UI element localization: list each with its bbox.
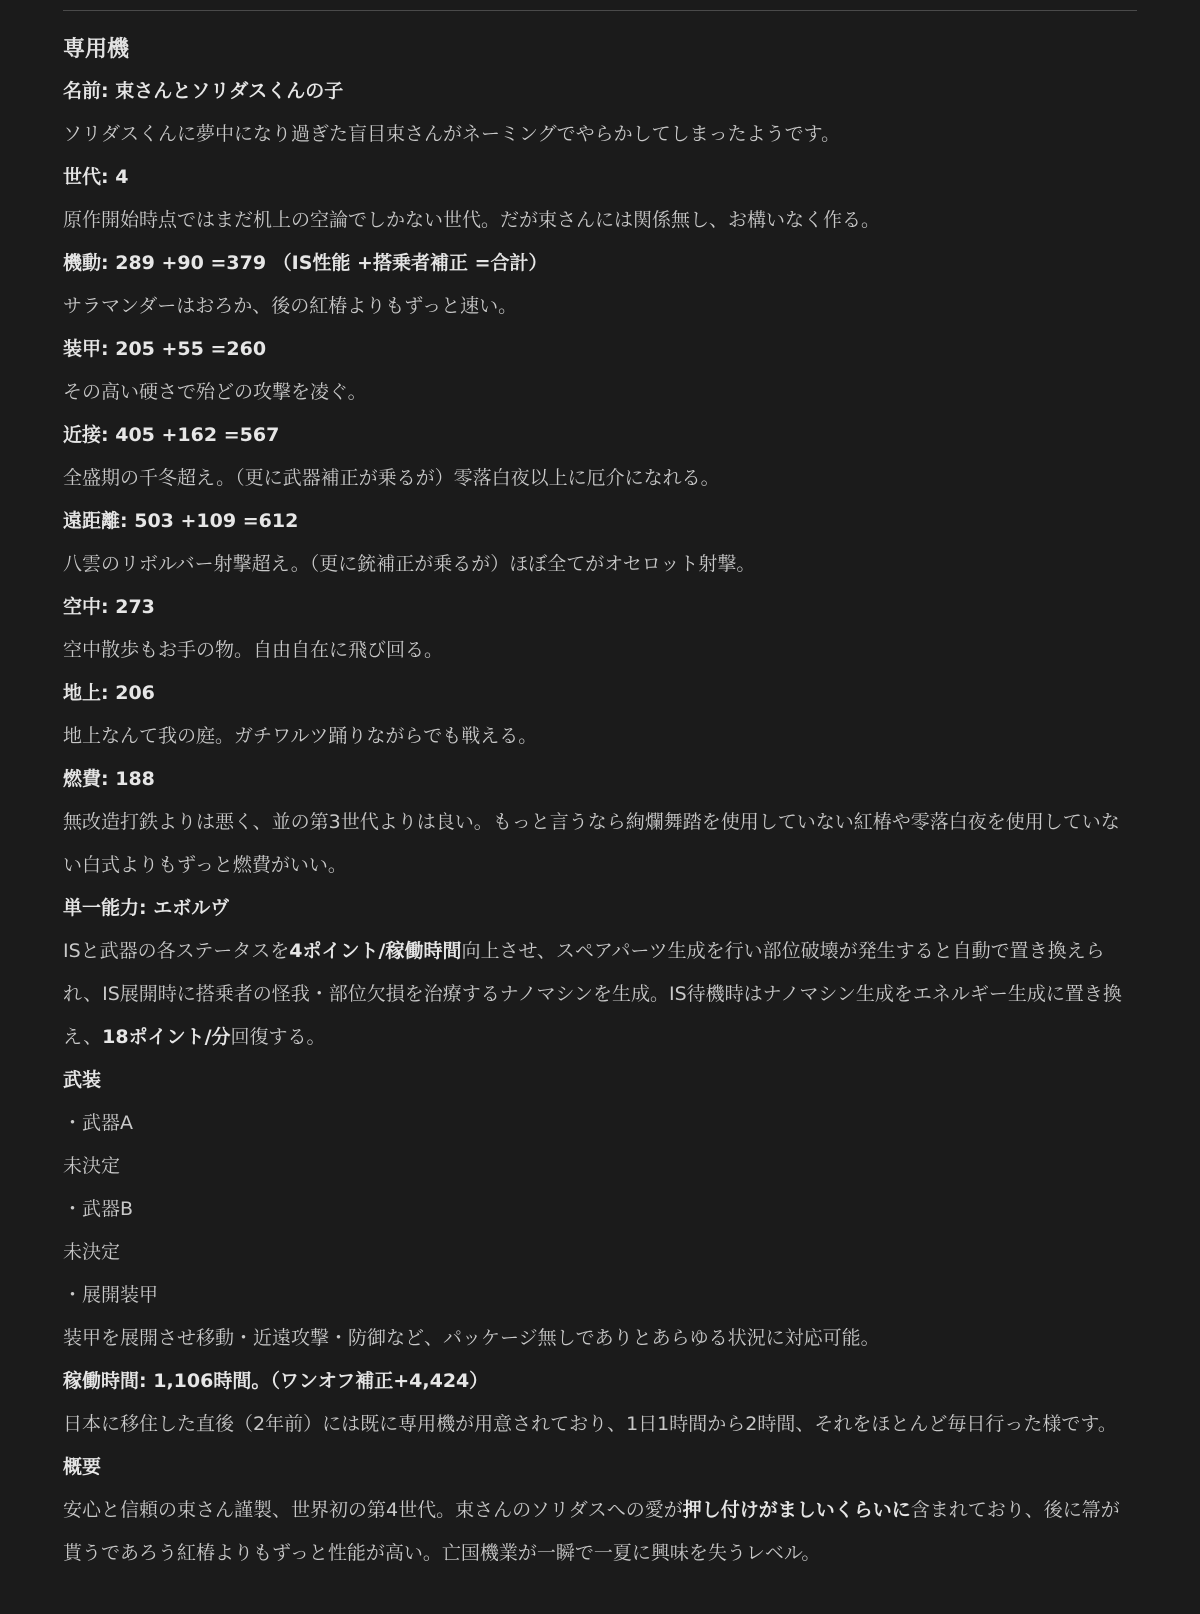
horizontal-divider	[63, 10, 1137, 11]
weapon-a-name: ・武器A	[63, 1112, 133, 1134]
ranged-row: 遠距離: 503 +109 =612	[63, 510, 299, 532]
overview-text: 安心と信頼の束さん謹製、世界初の第4世代。束さんのソリダスへの愛が押し付けがましいくらいに含まれており、後に箒が貰うであろう紅椿よりもずっと性能が高い。亡国機業が一瞬で一夏に興味を失うレベル。	[63, 1499, 1120, 1564]
fuel-description: 無改造打鉄よりは悪く、並の第3世代よりは良い。もっと言うなら絢爛舞踏を使用していない紅椿や零落白夜を使用していない白式よりもずっと燃費がいい。	[63, 811, 1120, 876]
weapon-b-name: ・武器B	[63, 1198, 134, 1220]
operation-time-row: 稼働時間: 1,106時間。（ワンオフ補正+4,424）	[63, 1370, 489, 1392]
machine-profile	[63, 30, 1137, 1575]
melee-description: 全盛期の千冬超え。（更に武器補正が乗るが）零落白夜以上に厄介になれる。	[63, 467, 720, 489]
fuel-row: 燃費: 188	[63, 768, 155, 790]
armament-heading: 武装	[63, 1069, 102, 1091]
name-description: ソリダスくんに夢中になり過ぎた盲目束さんがネーミングでやらかしてしまったようです。	[63, 123, 841, 145]
mobility-description: サラマンダーはおろか、後の紅椿よりもずっと速い。	[63, 295, 518, 317]
armor-description: その高い硬さで殆どの攻撃を凌ぐ。	[63, 381, 367, 403]
generation-row: 世代: 4	[63, 166, 129, 188]
mobility-row: 機動: 289 +90 =379 （IS性能 +搭乗者補正 =合計）	[63, 252, 548, 274]
ability-description: ISと武器の各ステータスを4ポイント/稼働時間向上させ、スペアパーツ生成を行い部位破壊が発生すると自動で置き換えられ、IS展開時に搭乗者の怪我・部位欠損を治療するナノマシンを生成。IS待機時はナノマシン生成をエネルギー生成に置き換え、18ポイント/分回復する。	[63, 940, 1122, 1048]
aerial-row: 空中: 273	[63, 596, 155, 618]
deploy-armor-description: 装甲を展開させ移動・近遠攻撃・防御など、パッケージ無しでありとあらゆる状況に対応可能。	[63, 1327, 880, 1349]
aerial-description: 空中散歩もお手の物。自由自在に飛び回る。	[63, 639, 444, 661]
weapon-a-description: 未決定	[63, 1155, 121, 1177]
section-title: 専用機	[63, 37, 130, 62]
generation-description: 原作開始時点ではまだ机上の空論でしかない世代。だが束さんには関係無し、お構いなく作る。	[63, 209, 881, 231]
ranged-description: 八雲のリボルバー射撃超え。（更に銃補正が乗るが）ほぼ全てがオセロット射撃。	[63, 553, 756, 575]
ability-row: 単一能力: エボルヴ	[63, 897, 230, 919]
ground-description: 地上なんて我の庭。ガチワルツ踊りながらでも戦える。	[63, 725, 538, 747]
deploy-armor-name: ・展開装甲	[63, 1284, 159, 1306]
name-row: 名前: 束さんとソリダスくんの子	[63, 80, 344, 102]
melee-row: 近接: 405 +162 =567	[63, 424, 280, 446]
overview-heading: 概要	[63, 1456, 102, 1478]
ground-row: 地上: 206	[63, 682, 155, 704]
armor-row: 装甲: 205 +55 =260	[63, 338, 267, 360]
operation-time-description: 日本に移住した直後（2年前）には既に専用機が用意されており、1日1時間から2時間、それをほとんど毎日行った様です。	[63, 1413, 1117, 1435]
weapon-b-description: 未決定	[63, 1241, 121, 1263]
